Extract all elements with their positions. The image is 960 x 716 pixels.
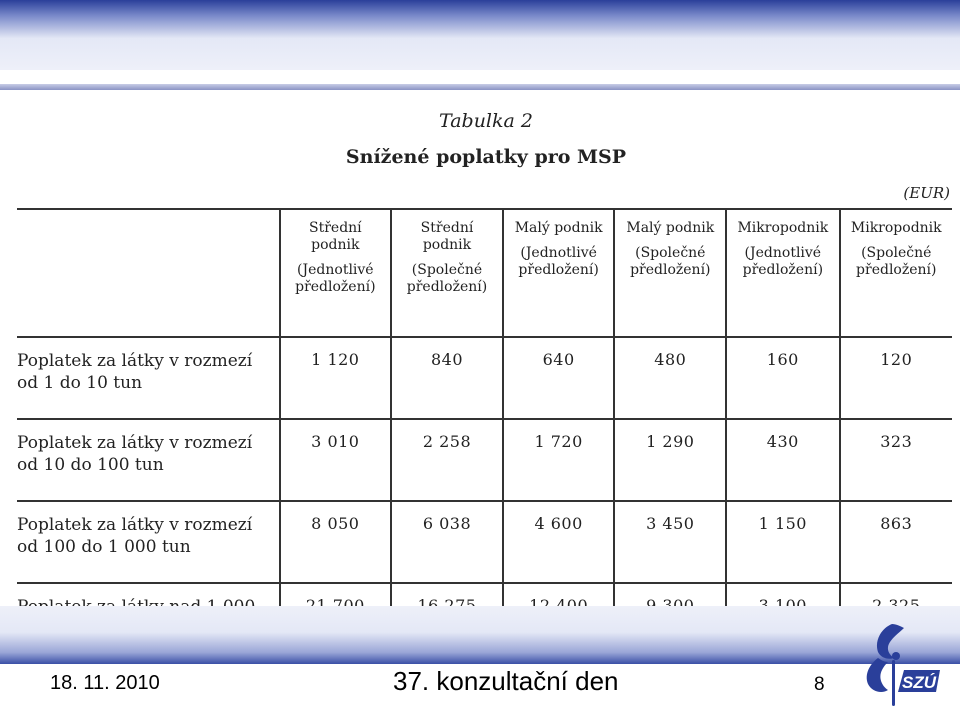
table-row [17,419,952,501]
column-header-subtitle: (Společné předložení) [630,245,711,278]
table-cell: 430 [726,419,839,501]
table-cell: 2 258 [391,419,503,501]
table-cell: 6 038 [391,501,503,583]
table-row [17,501,952,583]
table-cell: 1 120 [280,337,392,419]
fees-table [17,208,952,664]
footer-title: 37. konzultační den [393,666,619,696]
table-cell: 1 720 [503,419,615,501]
column-header-subtitle: (Jednotlivé předložení) [742,245,824,278]
table-cell: 1 290 [614,419,726,501]
table-cell: 1 150 [726,501,839,583]
column-header-title: Malý podnik [514,220,603,236]
table-cell: 3 450 [614,501,726,583]
table-cell: 480 [614,337,726,419]
column-header [614,209,726,337]
header-empty-cell [17,209,280,337]
table-cell: 840 [391,337,503,419]
column-header-subtitle: (Společné předložení) [856,245,937,278]
row-label: Poplatek za látky v rozmezí od 10 do 100 tun [17,419,280,501]
column-header-subtitle: (Jednotlivé předložení) [295,262,376,295]
logo-text: SZÚ [902,673,936,692]
table-row [17,337,952,419]
column-header-title: Malý podnik [626,220,715,236]
table-cell: 863 [840,501,952,583]
column-header-subtitle: (Společné předložení) [406,262,488,295]
table-cell: 120 [840,337,952,419]
row-label: Poplatek za látky v rozmezí od 100 do 1 000 tun [17,501,280,583]
table-cell: 160 [726,337,839,419]
table-cell: 323 [840,419,952,501]
footer-page-number: 8 [814,674,825,695]
bottom-decorative-bar [0,606,960,664]
szu-logo-icon [848,618,944,712]
column-header-title: Mikropodnik [737,220,829,236]
table-cell: 4 600 [503,501,615,583]
table-title: Snížené poplatky pro MSP [345,146,627,168]
table-cell: 640 [503,337,615,419]
row-label: Poplatek za látky v rozmezí od 1 do 10 tun [17,351,253,393]
column-header-subtitle: (Jednotlivé předložení) [518,245,599,278]
column-header-title: Střední podnik [309,220,362,253]
column-header [280,209,392,337]
column-header-title: Střední podnik [420,220,474,253]
column-header [391,209,503,337]
column-header-title: Mikropodnik [850,220,942,236]
column-header [726,209,839,337]
slide-content [0,90,960,606]
column-header [503,209,615,337]
currency-unit: (EUR) [903,184,950,202]
top-decorative-bar [0,0,960,70]
table-cell: 3 010 [280,419,392,501]
table-number: Tabulka 2 [439,110,533,132]
table-header-row [17,209,952,337]
table-cell: 8 050 [280,501,392,583]
column-header [840,209,952,337]
footer-date: 18. 11. 2010 [50,672,160,694]
